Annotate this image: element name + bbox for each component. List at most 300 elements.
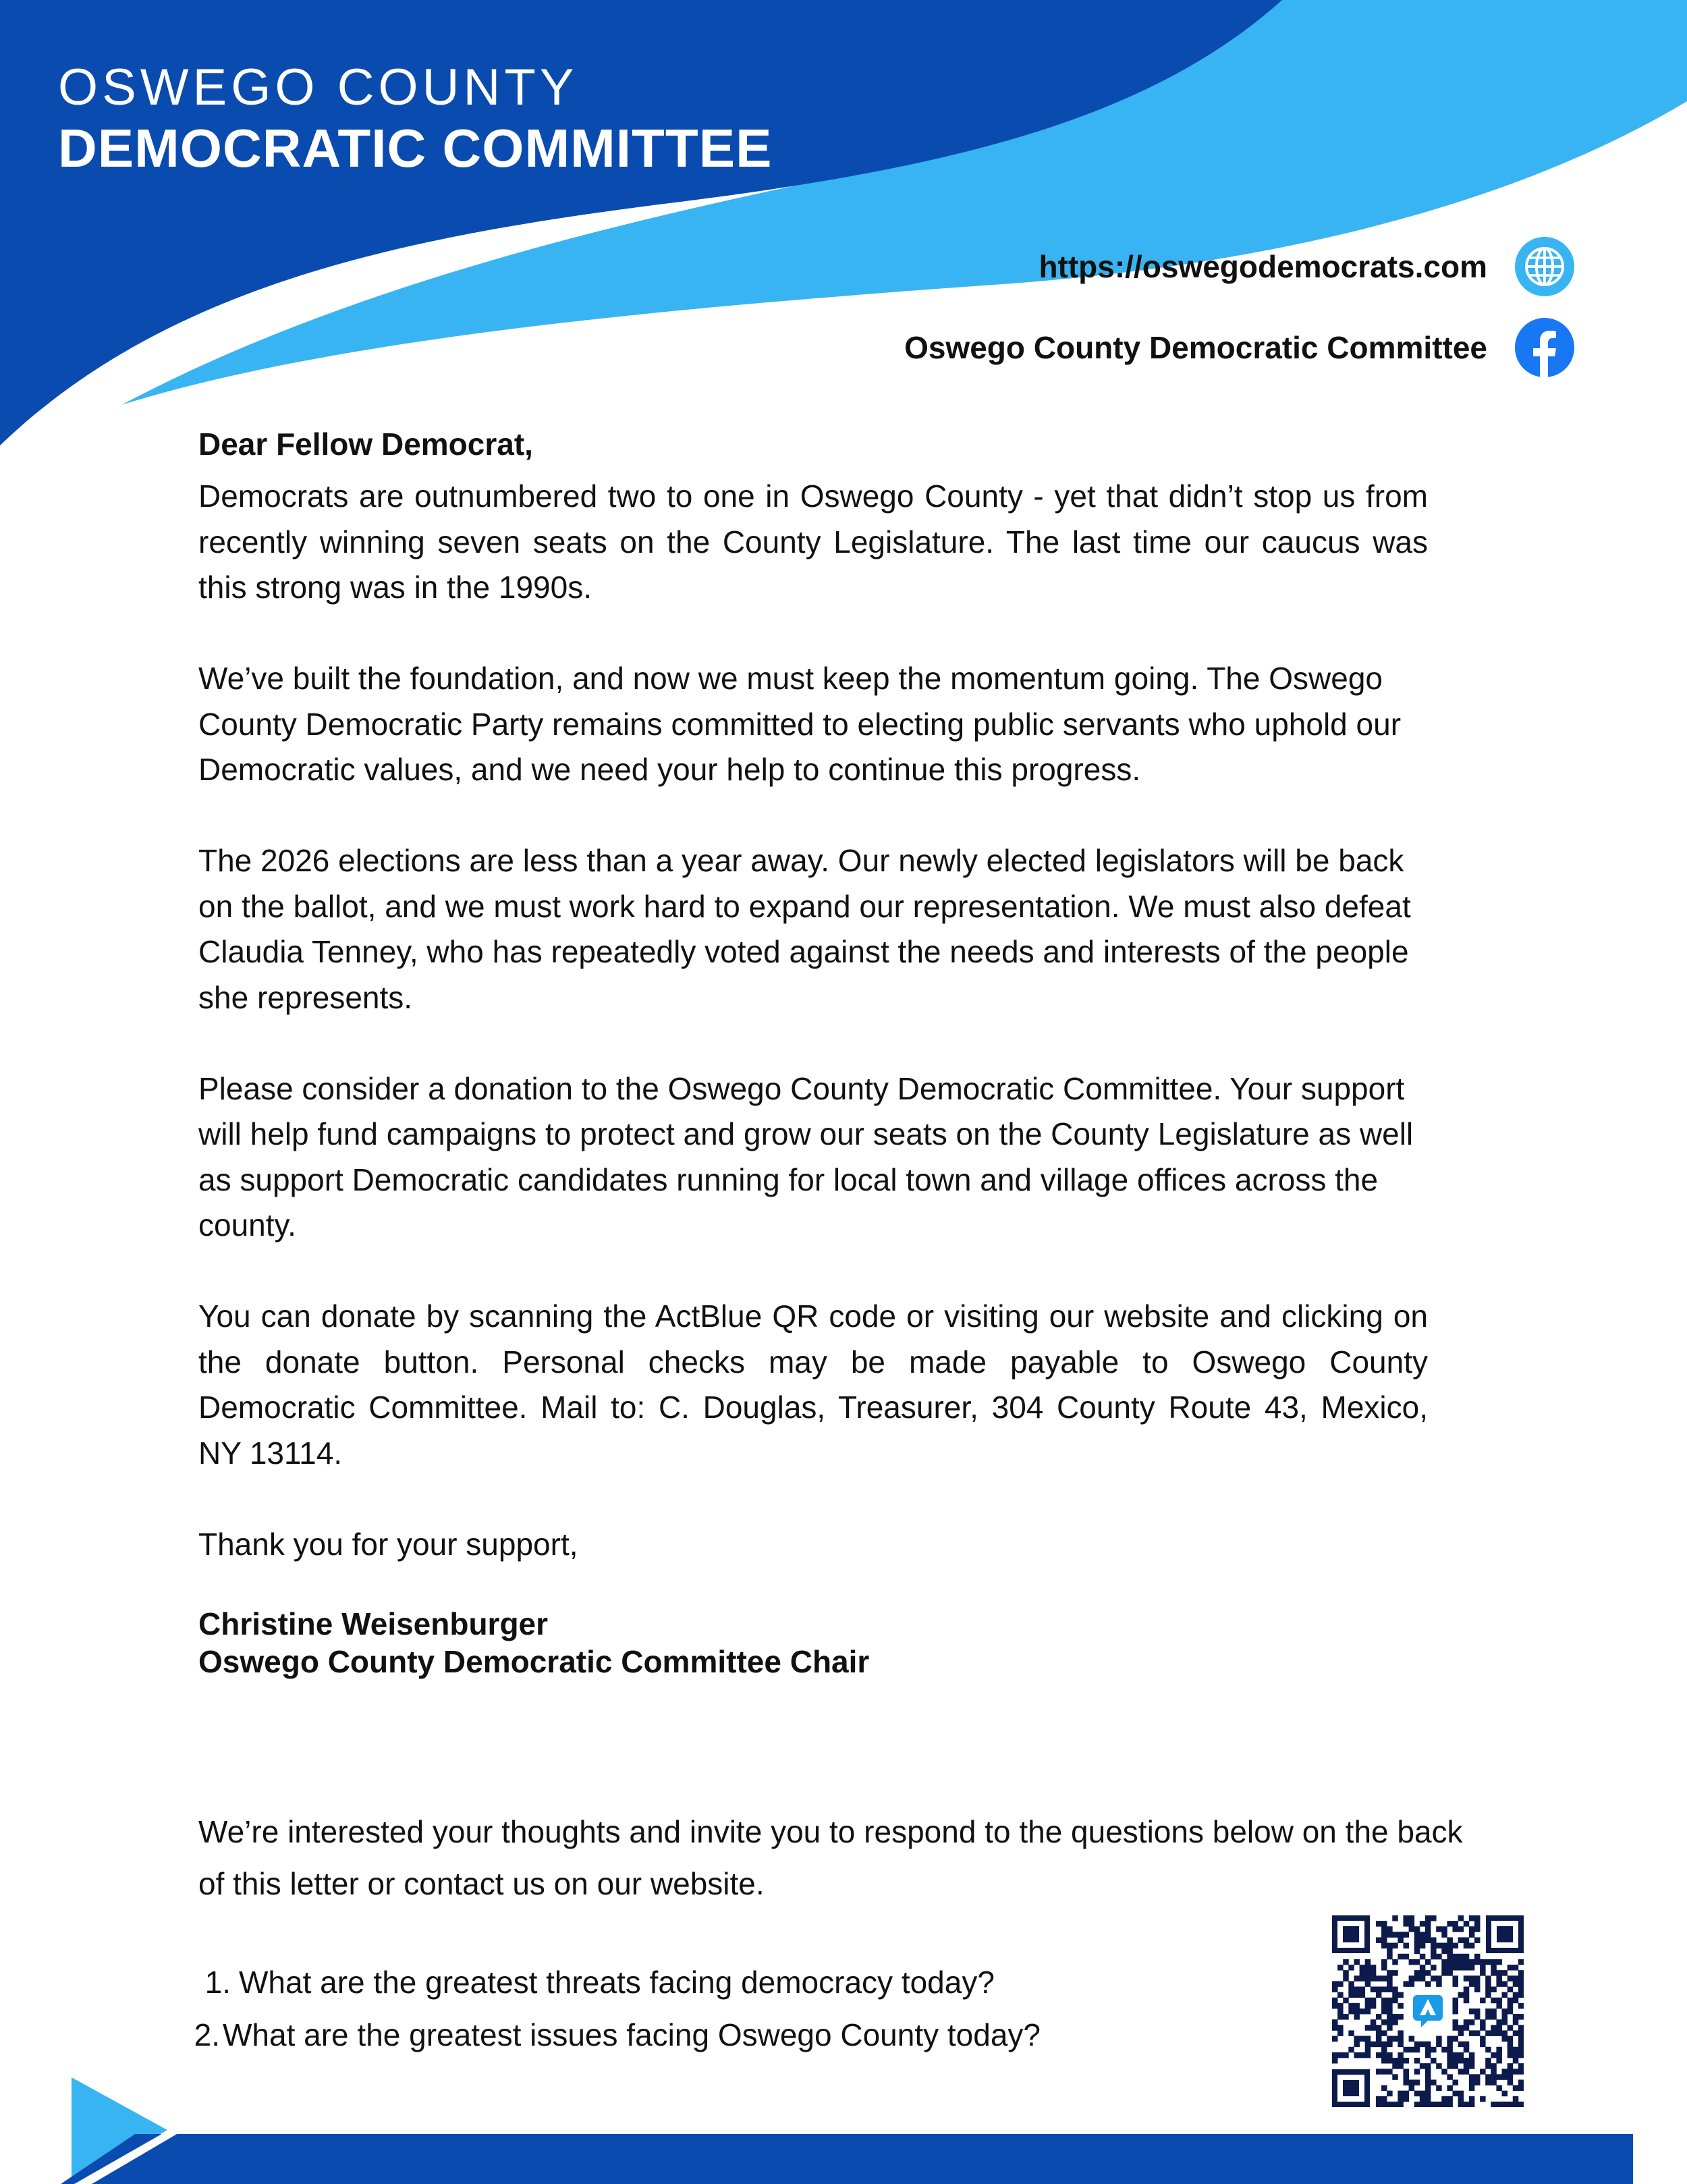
qr-module: [1441, 2047, 1447, 2053]
footer-blue-bar: [61, 2134, 1633, 2184]
qr-module: [1496, 2003, 1502, 2009]
qr-module: [1480, 1970, 1486, 1976]
qr-module: [1508, 2036, 1514, 2042]
qr-module: [1337, 2014, 1344, 2020]
qr-module: [1431, 1943, 1437, 1949]
qr-module: [1409, 1915, 1415, 1921]
qr-module: [1381, 2019, 1387, 2025]
letter-paragraph: The 2026 elections are less than a year away. Our newly elected legislators will be back on the ballot, and we must work hard to expand our representation. We must also defeat Claudia Tenney, who has repeatedly voted against the needs and interests of the people she represents.: [198, 843, 1411, 1015]
qr-module: [1414, 1959, 1420, 1965]
letter-paragraph: Please consider a donation to the Oswego County Democratic Committee. Your support will help fund campaigns to protect and grow our seats on the County Legislature as well as support Democratic candidates running for local town and village offices across the county.: [198, 1070, 1414, 1243]
qr-module: [1518, 2003, 1524, 2009]
qr-module: [1453, 2025, 1459, 2031]
qr-module: [1392, 1915, 1398, 1921]
qr-module: [1431, 2058, 1437, 2064]
qr-module: [1513, 1998, 1519, 2004]
qr-module: [1518, 2030, 1524, 2036]
qr-module: [1469, 1943, 1475, 1949]
qr-module: [1425, 1921, 1431, 1927]
qr-module: [1469, 1965, 1475, 1971]
qr-module: [1485, 1975, 1491, 1982]
qr-module: [1343, 1975, 1349, 1982]
qr-module: [1485, 2047, 1491, 2053]
qr-module: [1447, 1937, 1453, 1943]
qr-module: [1474, 2030, 1481, 2036]
qr-module: [1371, 2019, 1377, 2025]
qr-module: [1392, 2036, 1398, 2042]
qr-module: [1365, 1981, 1371, 1987]
qr-module: [1436, 1943, 1442, 1949]
qr-module: [1381, 1986, 1387, 1992]
qr-module: [1469, 2058, 1475, 2064]
qr-module: [1485, 1986, 1491, 1992]
qr-module: [1387, 2036, 1393, 2042]
qr-module: [1387, 1948, 1393, 1955]
qr-module: [1491, 2052, 1497, 2058]
qr-module: [1354, 1986, 1360, 1992]
qr-module: [1403, 2047, 1409, 2053]
qr-module: [1392, 2019, 1398, 2025]
qr-module: [1332, 2058, 1338, 2064]
qr-module: [1365, 1970, 1371, 1976]
qr-module: [1414, 1937, 1420, 1943]
qr-module: [1458, 2042, 1464, 2048]
qr-module: [1387, 1986, 1393, 1992]
qr-module: [1464, 2025, 1470, 2031]
qr-module: [1425, 1926, 1431, 1932]
qr-module: [1371, 1975, 1377, 1982]
qr-module: [1420, 2042, 1426, 2048]
qr-module: [1513, 2030, 1519, 2036]
qr-module: [1513, 1975, 1519, 1982]
qr-module: [1365, 2047, 1371, 2053]
qr-module: [1348, 2030, 1354, 2036]
qr-module: [1332, 2036, 1338, 2042]
qr-module: [1502, 2030, 1508, 2036]
qr-module: [1469, 1926, 1475, 1932]
qr-module: [1381, 1965, 1387, 1971]
qr-module: [1518, 1970, 1524, 1976]
qr-module: [1387, 1975, 1393, 1982]
qr-module: [1518, 1986, 1524, 1992]
qr-module: [1348, 1965, 1354, 1971]
qr-module: [1365, 2042, 1371, 2048]
qr-module: [1447, 1965, 1453, 1971]
qr-module: [1469, 1932, 1475, 1938]
qr-module: [1392, 1992, 1398, 1998]
qr-module: [1469, 2030, 1475, 2036]
qr-module: [1474, 1975, 1481, 1982]
qr-module: [1436, 2042, 1442, 2048]
qr-module: [1365, 2009, 1371, 2015]
qr-module: [1480, 1965, 1486, 1971]
qr-module: [1387, 1943, 1393, 1949]
qr-module: [1348, 1992, 1354, 1998]
qr-module: [1348, 2003, 1354, 2009]
qr-module: [1398, 1954, 1404, 1960]
qr-module: [1332, 1981, 1338, 1987]
qr-module: [1420, 1965, 1426, 1971]
qr-module: [1381, 2052, 1387, 2058]
letter-paragraph: You can donate by scanning the ActBlue QR code or visiting our website and clicking on the donate button. Personal checks may be made payable to Oswego County Democratic Committee. Mail to: C. Douglas, Treasurer, 304 County Route 43, Mexico, NY 13114.: [198, 1299, 1428, 1471]
qr-module: [1513, 2019, 1519, 2025]
qr-module: [1381, 1926, 1387, 1932]
qr-module: [1337, 1992, 1344, 1998]
qr-module: [1381, 2058, 1387, 2064]
qr-module: [1480, 1959, 1486, 1965]
qr-module: [1371, 1998, 1377, 2004]
qr-module: [1376, 2042, 1382, 2048]
qr-module: [1420, 1932, 1426, 1938]
qr-module: [1508, 2003, 1514, 2009]
qr-module: [1458, 2025, 1464, 2031]
qr-module: [1337, 2009, 1344, 2015]
qr-module: [1508, 2009, 1514, 2015]
qr-module: [1431, 1965, 1437, 1971]
qr-module: [1360, 2052, 1366, 2058]
qr-module: [1447, 2058, 1453, 2064]
qr-module: [1496, 1998, 1502, 2004]
qr-module: [1458, 1937, 1464, 1943]
qr-module: [1365, 2025, 1371, 2031]
qr-module: [1376, 1992, 1382, 1998]
qr-module: [1332, 2025, 1338, 2031]
qr-module: [1371, 2003, 1377, 2009]
qr-module: [1458, 1965, 1464, 1971]
qr-module: [1376, 1937, 1382, 1943]
qr-module: [1376, 2030, 1382, 2036]
qr-module: [1354, 2052, 1360, 2058]
qr-module: [1474, 1959, 1481, 1965]
qr-module: [1508, 2047, 1514, 2053]
facebook-link[interactable]: Oswego County Democratic Committee: [904, 330, 1487, 365]
qr-module: [1508, 1965, 1514, 1971]
qr-module: [1403, 1921, 1409, 1927]
qr-module: [1480, 2019, 1486, 2025]
qr-module: [1398, 2052, 1404, 2058]
qr-module: [1392, 1959, 1398, 1965]
qr-module: [1508, 1975, 1514, 1982]
qr-module: [1485, 2014, 1491, 2020]
qr-module: [1387, 2025, 1393, 2031]
facebook-contact[interactable]: [904, 317, 1575, 378]
question-text: What are the greatest threats facing democracy today?: [239, 1965, 995, 2000]
qr-module: [1518, 1981, 1524, 1987]
qr-module: [1474, 2009, 1481, 2015]
qr-module: [1474, 1981, 1481, 1987]
qr-module: [1409, 1975, 1415, 1982]
qr-module: [1469, 2009, 1475, 2015]
qr-module: [1376, 1921, 1382, 1927]
qr-module: [1491, 1965, 1497, 1971]
qr-module: [1485, 2030, 1491, 2036]
qr-module: [1453, 1965, 1459, 1971]
qr-module: [1436, 2036, 1442, 2042]
qr-module: [1464, 2019, 1470, 2025]
qr-module: [1474, 1954, 1481, 1960]
organization-name: [58, 58, 772, 180]
qr-module: [1409, 2047, 1415, 2053]
qr-module: [1518, 2014, 1524, 2020]
qr-module: [1508, 2052, 1514, 2058]
qr-module: [1436, 1975, 1442, 1982]
qr-module: [1403, 1954, 1409, 1960]
qr-module: [1469, 2019, 1475, 2025]
qr-module: [1398, 2014, 1404, 2020]
qr-module: [1485, 2009, 1491, 2015]
qr-module: [1474, 1937, 1481, 1943]
qr-module: [1464, 2047, 1470, 2053]
qr-module: [1360, 1975, 1366, 1982]
qr-module: [1474, 1915, 1481, 1921]
qr-module: [1354, 2042, 1360, 2048]
qr-module: [1414, 1932, 1420, 1938]
survey-questions: [193, 1956, 1041, 2061]
qr-module: [1496, 2058, 1502, 2064]
qr-module: [1381, 2003, 1387, 2009]
qr-module: [1431, 1948, 1437, 1955]
qr-module: [1441, 1970, 1447, 1976]
qr-module: [1348, 1981, 1354, 1987]
qr-module: [1496, 2047, 1502, 2053]
qr-module: [1464, 1937, 1470, 1943]
qr-module: [1453, 2058, 1459, 2064]
qr-module: [1414, 1943, 1420, 1949]
qr-module: [1518, 1975, 1524, 1982]
qr-module: [1480, 2025, 1486, 2031]
qr-module: [1403, 2058, 1409, 2064]
qr-module: [1337, 2025, 1344, 2031]
qr-module: [1337, 2052, 1344, 2058]
qr-module: [1458, 1926, 1464, 1932]
qr-module: [1371, 2042, 1377, 2048]
qr-module: [1425, 1970, 1431, 1976]
qr-module: [1518, 2042, 1524, 2048]
qr-module: [1436, 1981, 1442, 1987]
qr-module: [1518, 1959, 1524, 1965]
qr-module: [1414, 1926, 1420, 1932]
qr-module: [1491, 2025, 1497, 2031]
qr-module: [1360, 2009, 1366, 2015]
qr-module: [1387, 1954, 1393, 1960]
qr-module: [1409, 2036, 1415, 2042]
qr-module: [1469, 2052, 1475, 2058]
qr-module: [1332, 2052, 1338, 2058]
qr-module: [1518, 2025, 1524, 2031]
qr-module: [1464, 2058, 1470, 2064]
qr-module: [1453, 1975, 1459, 1982]
qr-module: [1458, 1959, 1464, 1965]
qr-module: [1398, 2042, 1404, 2048]
qr-module: [1343, 1970, 1349, 1976]
qr-module: [1387, 1926, 1393, 1932]
qr-module: [1502, 1992, 1508, 1998]
qr-module: [1354, 2036, 1360, 2042]
qr-module: [1420, 1937, 1426, 1943]
qr-module: [1398, 2003, 1404, 2009]
qr-module: [1381, 1937, 1387, 1943]
qr-module: [1431, 1915, 1437, 1921]
qr-module: [1381, 1959, 1387, 1965]
qr-module: [1365, 1959, 1371, 1965]
qr-module: [1360, 1992, 1366, 1998]
qr-module: [1447, 2052, 1453, 2058]
qr-module: [1414, 1970, 1420, 1976]
qr-module: [1502, 2014, 1508, 2020]
closing: Thank you for your support,: [198, 1526, 578, 1562]
facebook-icon: [1514, 317, 1575, 378]
qr-module: [1518, 2052, 1524, 2058]
qr-module: [1491, 1998, 1497, 2004]
qr-module: [1453, 2052, 1459, 2058]
qr-module: [1409, 1981, 1415, 1987]
qr-module: [1376, 1986, 1382, 1992]
qr-module: [1343, 2014, 1349, 2020]
qr-module: [1381, 1932, 1387, 1938]
qr-module: [1414, 1948, 1420, 1955]
qr-module: [1513, 2047, 1519, 2053]
qr-module: [1403, 1943, 1409, 1949]
qr-finder-top-left: [1332, 1915, 1370, 1953]
qr-module: [1447, 1948, 1453, 1955]
qr-module: [1453, 1959, 1459, 1965]
qr-module: [1464, 1975, 1470, 1982]
qr-module: [1508, 2042, 1514, 2048]
qr-module: [1381, 1921, 1387, 1927]
qr-module: [1376, 1975, 1382, 1982]
qr-module: [1491, 1959, 1497, 1965]
qr-module: [1387, 2042, 1393, 2048]
qr-module: [1337, 1965, 1344, 1971]
qr-module: [1332, 2003, 1338, 2009]
qr-module: [1392, 1970, 1398, 1976]
qr-module: [1371, 2025, 1377, 2031]
qr-module: [1420, 1921, 1426, 1927]
qr-module: [1371, 1965, 1377, 1971]
qr-module: [1474, 1986, 1481, 1992]
qr-module: [1360, 2036, 1366, 2042]
qr-module: [1458, 2058, 1464, 2064]
qr-module: [1513, 2014, 1519, 2020]
qr-module: [1508, 1998, 1514, 2004]
list-item: [193, 1956, 1041, 2009]
qr-module: [1398, 1937, 1404, 1943]
signer-name: Christine Weisenburger: [198, 1606, 549, 1641]
qr-module: [1513, 1981, 1519, 1987]
qr-module: [1518, 2036, 1524, 2042]
qr-module: [1337, 2030, 1344, 2036]
qr-module: [1502, 1970, 1508, 1976]
qr-module: [1474, 1926, 1481, 1932]
qr-module: [1425, 1937, 1431, 1943]
qr-module: [1458, 2052, 1464, 2058]
qr-module: [1464, 2042, 1470, 2048]
qr-module: [1425, 1981, 1431, 1987]
qr-module: [1420, 1970, 1426, 1976]
qr-module: [1420, 1943, 1426, 1949]
qr-module: [1453, 2036, 1459, 2042]
qr-module: [1485, 1959, 1491, 1965]
qr-module: [1343, 1998, 1349, 2004]
qr-module: [1343, 2052, 1349, 2058]
qr-module: [1403, 1981, 1409, 1987]
qr-module: [1441, 1932, 1447, 1938]
qr-module: [1425, 1959, 1431, 1965]
qr-module: [1447, 2042, 1453, 2048]
website-contact[interactable]: [1039, 236, 1575, 297]
qr-module: [1447, 2047, 1453, 2053]
qr-module: [1365, 2003, 1371, 2009]
qr-module: [1453, 2009, 1459, 2015]
qr-module: [1513, 1965, 1519, 1971]
qr-module: [1360, 1970, 1366, 1976]
qr-module: [1431, 1975, 1437, 1982]
qr-module: [1496, 1981, 1502, 1987]
qr-module: [1447, 1943, 1453, 1949]
qr-module: [1387, 1981, 1393, 1987]
qr-module: [1431, 2047, 1437, 2053]
qr-module: [1392, 2014, 1398, 2020]
qr-module: [1447, 1959, 1453, 1965]
qr-module: [1431, 1937, 1437, 1943]
qr-module: [1392, 1986, 1398, 1992]
qr-module: [1343, 1959, 1349, 1965]
qr-module: [1447, 2036, 1453, 2042]
qr-module: [1387, 1970, 1393, 1976]
qr-module: [1360, 1986, 1366, 1992]
website-link[interactable]: https://oswegodemocrats.com: [1039, 249, 1487, 284]
qr-module: [1458, 1954, 1464, 1960]
qr-module: [1354, 2009, 1360, 2015]
list-item: [193, 2009, 1041, 2061]
qr-module: [1496, 2025, 1502, 2031]
qr-module: [1441, 1943, 1447, 1949]
qr-module: [1491, 1970, 1497, 1976]
qr-module: [1398, 2058, 1404, 2064]
qr-module: [1496, 2030, 1502, 2036]
qr-module: [1365, 1965, 1371, 1971]
qr-module: [1381, 2030, 1387, 2036]
qr-module: [1387, 2003, 1393, 2009]
qr-module: [1469, 1981, 1475, 1987]
qr-module: [1398, 1992, 1404, 1998]
qr-module: [1508, 2025, 1514, 2031]
qr-module: [1414, 1975, 1420, 1982]
qr-module: [1337, 2003, 1344, 2009]
qr-module: [1513, 1992, 1519, 1998]
qr-module: [1496, 1970, 1502, 1976]
qr-module: [1392, 1998, 1398, 2004]
qr-module: [1365, 2052, 1371, 2058]
qr-module: [1371, 1970, 1377, 1976]
qr-module: [1513, 2052, 1519, 2058]
qr-module: [1485, 1981, 1491, 1987]
qr-module: [1420, 1975, 1426, 1982]
qr-module: [1425, 2052, 1431, 2058]
qr-module: [1409, 1921, 1415, 1927]
qr-module: [1354, 1992, 1360, 1998]
qr-module: [1431, 1954, 1437, 1960]
qr-module: [1453, 1954, 1459, 1960]
qr-module: [1354, 1959, 1360, 1965]
qr-module: [1360, 1965, 1366, 1971]
qr-module: [1441, 1959, 1447, 1965]
qr-module: [1485, 2058, 1491, 2064]
qr-module: [1496, 1959, 1502, 1965]
org-name-line2: DEMOCRATIC COMMITTEE: [58, 118, 773, 178]
qr-module: [1409, 1926, 1415, 1932]
qr-module: [1491, 1986, 1497, 1992]
